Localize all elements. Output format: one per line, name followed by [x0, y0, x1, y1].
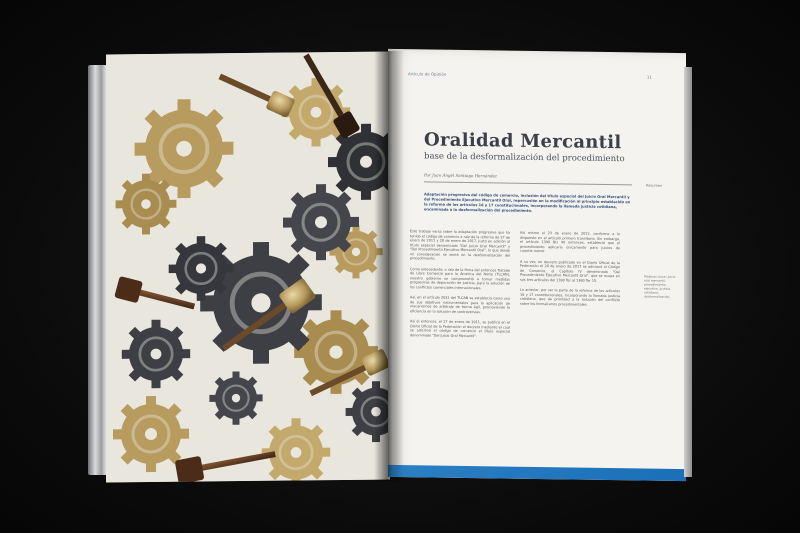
- article-byline: Por Juan Ángel Santiago Hernández: [424, 172, 498, 179]
- article-subtitle: base de la desformalización del procedimiento: [424, 151, 625, 165]
- gear-illustration-page: [106, 52, 390, 483]
- open-magazine: [88, 47, 698, 482]
- gears-and-gavels-illustration: [106, 52, 390, 483]
- page-edge-right: [684, 67, 692, 477]
- spine-shadow: [374, 51, 404, 481]
- paragraph: Este trabajo versa sobre la adaptación progresiva que ha tenido el código de comercio a raíz de la reforma de 27 de enero de 2011 y 28 de enero de 2017, justo en adición al título especial denominado "Del Juicio Oral Mercantil" y "Del Procedimiento Ejecutivo Mercantil Oral", lo que desde mi consideración se sentó en la desformalización del procedimiento.: [410, 229, 510, 261]
- lead-paragraph: Adaptación progresiva del código de comercio, inclusión del título especial del Juicio Oral Mercantil y del Procedimiento Ejecutivo Mercantil Oral, repercusión en la modificación al principio establecido en la reforma de los artículos 16 y 17 constitucionales, incorporando la llamada justicia cotidiana, encaminada a la desformalización del procedimiento.: [424, 192, 631, 213]
- paragraph: Lo anterior, por ser la parte de la reforma de los artículos 16 y 17 constitucionales, incorporando la llamada justicia cotidiana, que da prioridad a la solución del conflicto sobre los formalismos procedimentales.: [520, 287, 620, 307]
- page-number: 11: [646, 74, 652, 80]
- body-column-2: [520, 231, 620, 464]
- paragraph: Como antecedente, a raíz de la firma del entonces Tratado de Libre Comercio para la América del Norte (TLCAN), nuestro gobierno se comprometió a tomar medidas progresivas de depuración de justicia, para la solución de los conflictos comerciales internacionales.: [410, 266, 510, 290]
- paragraph: Así mismo el 23 de enero de 2012, conforme a lo dispuesto en el artículo primero transitorio. Sin embargo, el artículo 1390 Bis 40 entonces, estableció que el procedimiento aplicaría únicamente para juicios de cuantía menor.: [520, 230, 620, 254]
- blue-footer-band: [388, 465, 686, 481]
- divider: [424, 181, 632, 184]
- article-title: Oralidad Mercantil: [424, 129, 622, 154]
- body-column-1: [410, 229, 510, 462]
- paragraph: Así, en el artículo 2022 del TLCAN se establecía como una de sus objetivos instrumentales para la aplicación de mecanismos de arbitraje de forma ágil, promoviendo la eficiencia en la solución de controversias.: [410, 295, 510, 314]
- paragraph: A su vez, en decreto publicado en el Diario Oficial de la Federación el 28 de enero de 2017 se adicionó al Código de Comercio, el Capítulo IV denominado "Del Procedimiento Ejecutivo Mercantil Oral", que se ocupa en sus tres artículos del 1390 Ter al 1390 Ter 15.: [520, 259, 620, 283]
- paragraph: Así el entonces, el 27 de enero de 2011, se publicó en el Diario Oficial de la Federación el decreto mediante el cual se adicionó el código de comercio el título especial denominado "Del Juicio Oral Mercantil".: [410, 319, 510, 338]
- sidebar-note: Palabras clave: Juicio oral mercantil, procedimiento ejecutivo, justicia cotidiana, desformalización.: [644, 274, 676, 299]
- summary-label: Resumen: [646, 183, 663, 188]
- article-page: [388, 49, 686, 481]
- section-label: Artículo de Opinión: [408, 71, 447, 77]
